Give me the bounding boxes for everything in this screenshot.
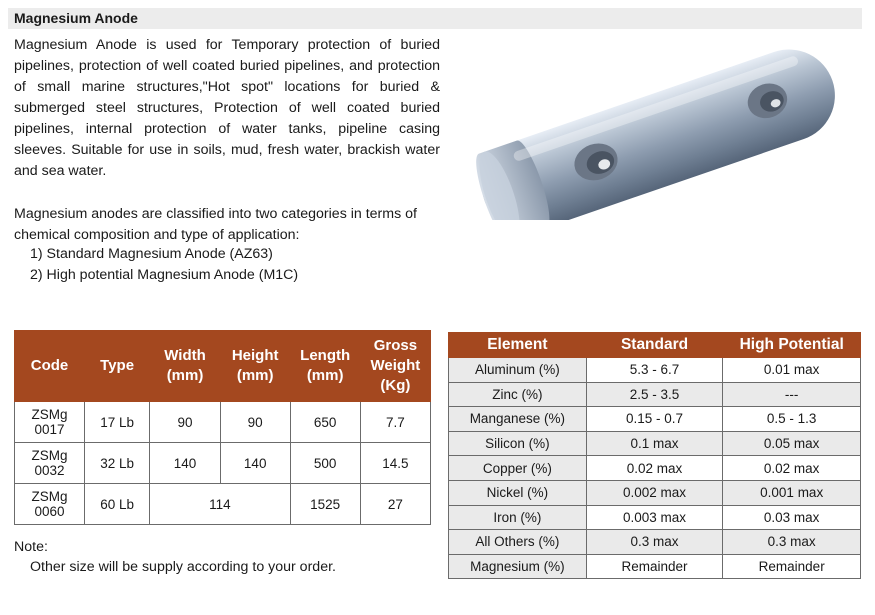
cell-high-potential: --- [723, 382, 861, 407]
col-header-width: Width (mm) [150, 331, 221, 402]
table-row [449, 480, 861, 505]
table-row [449, 456, 861, 481]
col-header-type: Type [85, 331, 150, 402]
note-label: Note: [14, 539, 48, 555]
cell-weight: 7.7 [360, 402, 430, 443]
cell-width: 90 [150, 402, 221, 443]
cell-element: Silicon (%) [449, 431, 587, 456]
cell-high-potential: 0.3 max [723, 530, 861, 555]
cell-standard: 0.15 - 0.7 [586, 407, 723, 432]
cell-weight: 14.5 [360, 443, 430, 484]
category-item: 2) High potential Magnesium Anode (M1C) [30, 267, 299, 283]
col-header-weight: Gross Weight (Kg) [360, 331, 430, 402]
table-header-row [449, 333, 861, 358]
cell-element: All Others (%) [449, 530, 587, 555]
cell-length: 650 [290, 402, 360, 443]
table-row [449, 530, 861, 555]
col-header-height: Height (mm) [220, 331, 290, 402]
col-header-element: Element [449, 333, 587, 358]
table-row [449, 382, 861, 407]
cell-width: 140 [150, 443, 221, 484]
cell-code: ZSMg 0017 [15, 402, 85, 443]
table-row [15, 484, 431, 525]
cell-high-potential: 0.03 max [723, 505, 861, 530]
cell-high-potential: Remainder [723, 554, 861, 579]
cell-code: ZSMg 0060 [15, 484, 85, 525]
cell-standard: 2.5 - 3.5 [586, 382, 723, 407]
cell-weight: 27 [360, 484, 430, 525]
cell-code: ZSMg 0032 [15, 443, 85, 484]
table-header-row [15, 331, 431, 402]
size-table [14, 330, 431, 525]
cell-high-potential: 0.5 - 1.3 [723, 407, 861, 432]
table-row [449, 554, 861, 579]
table-row [449, 407, 861, 432]
cell-width-height: 114 [150, 484, 290, 525]
table-row [449, 431, 861, 456]
intro-paragraph: Magnesium anodes are classified into two categories in terms of chemical composition and type of application: [14, 206, 417, 243]
cell-high-potential: 0.05 max [723, 431, 861, 456]
cell-element: Zinc (%) [449, 382, 587, 407]
table-row [449, 505, 861, 530]
cell-standard: 0.1 max [586, 431, 723, 456]
col-header-code: Code [15, 331, 85, 402]
cell-length: 500 [290, 443, 360, 484]
cell-high-potential: 0.01 max [723, 358, 861, 383]
cell-standard: Remainder [586, 554, 723, 579]
cell-standard: 5.3 - 6.7 [586, 358, 723, 383]
note-text: Other size will be supply according to your order. [30, 559, 336, 575]
cell-element: Nickel (%) [449, 480, 587, 505]
page-title: Magnesium Anode [14, 10, 138, 26]
cell-standard: 0.002 max [586, 480, 723, 505]
category-item: 1) Standard Magnesium Anode (AZ63) [30, 246, 273, 262]
cell-element: Magnesium (%) [449, 554, 587, 579]
table-row [15, 402, 431, 443]
cell-element: Iron (%) [449, 505, 587, 530]
cell-length: 1525 [290, 484, 360, 525]
cell-type: 17 Lb [85, 402, 150, 443]
cell-type: 32 Lb [85, 443, 150, 484]
cell-element: Copper (%) [449, 456, 587, 481]
description-paragraph: Magnesium Anode is used for Temporary protection of buried pipelines, protection of well coated buried pipelines, and protection of small marine structures,"Hot spot" locations for buried & submerged steel structures, Protection of well coated buried pipelines, internal protection of water tanks, pipeline casing sleeves. Suitable for use in soils, mud, fresh water, brackish water and sea water. [14, 37, 440, 179]
cell-type: 60 Lb [85, 484, 150, 525]
cell-standard: 0.02 max [586, 456, 723, 481]
cell-high-potential: 0.02 max [723, 456, 861, 481]
cell-standard: 0.3 max [586, 530, 723, 555]
magnesium-anode-image [455, 40, 875, 220]
cell-high-potential: 0.001 max [723, 480, 861, 505]
col-header-standard: Standard [586, 333, 723, 358]
cell-element: Manganese (%) [449, 407, 587, 432]
cell-height: 90 [220, 402, 290, 443]
cell-element: Aluminum (%) [449, 358, 587, 383]
table-row [15, 443, 431, 484]
col-header-high-potential: High Potential [723, 333, 861, 358]
col-header-length: Length (mm) [290, 331, 360, 402]
table-row [449, 358, 861, 383]
composition-table [448, 332, 861, 579]
cell-standard: 0.003 max [586, 505, 723, 530]
cell-height: 140 [220, 443, 290, 484]
